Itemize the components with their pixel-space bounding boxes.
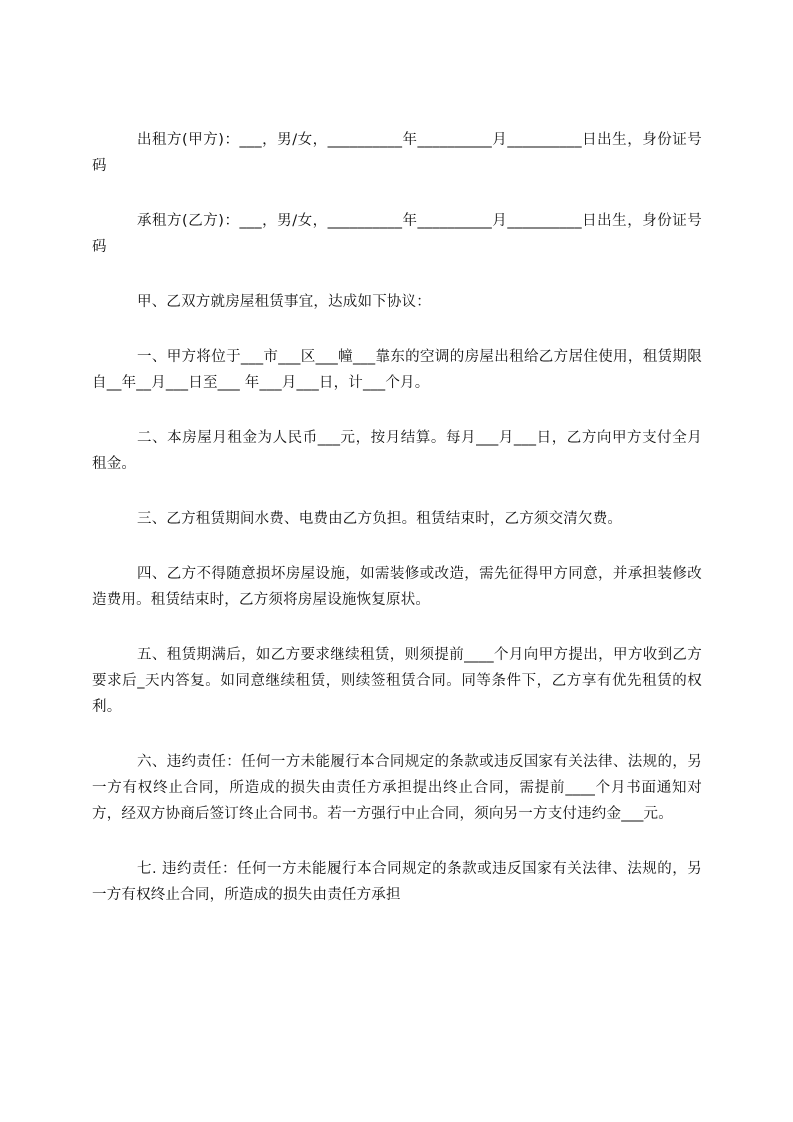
clause-5-renewal: 五、租赁期满后，如乙方要求继续租赁，则须提前____个月向甲方提出，甲方收到乙方要求后_天内答复。如同意继续租赁，则续签租赁合同。同等条件下，乙方享有优先租赁的权利。	[92, 647, 702, 715]
clause-6-breach: 六、违约责任：任何一方未能履行本合同规定的条款或违反国家有关法律、法规的，另一方有权终止合同，所造成的损失由责任方承担提出终止合同，需提前____个月书面通知对方，经双方协商后签订终止合同书。若一方强行中止合同，须向另一方支付违约金___元。	[92, 754, 702, 822]
clause-2-rent: 二、本房屋月租金为人民币___元，按月结算。每月___月___日，乙方向甲方支付全月租金。	[92, 430, 702, 472]
agreement-intro-paragraph: 甲、乙双方就房屋租赁事宜，达成如下协议：	[137, 294, 431, 310]
clause-1-property-term: 一、甲方将位于___市___区___幢___靠东的空调的房屋出租给乙方居住使用，租赁期限自__年__月___日至___ 年___月___日，计___个月。	[92, 349, 702, 391]
clause-7-breach: 七. 违约责任：任何一方未能履行本合同规定的条款或违反国家有关法律、法规的，另一方有权终止合同，所造成的损失由责任方承担	[92, 861, 702, 903]
lessor-info-paragraph: 出租方(甲方)：___，男/女，__________年__________月__________日出生，身份证号码	[92, 132, 702, 174]
clause-4-facilities: 四、乙方不得随意损坏房屋设施，如需装修或改造，需先征得甲方同意，并承担装修改造费用。租赁结束时，乙方须将房屋设施恢复原状。	[92, 566, 702, 608]
contract-body	[92, 127, 702, 908]
lessee-info-paragraph: 承租方(乙方)：___，男/女，__________年__________月__________日出生，身份证号码	[92, 213, 702, 255]
clause-3-utilities: 三、乙方租赁期间水费、电费由乙方负担。租赁结束时，乙方须交清欠费。	[137, 511, 623, 527]
